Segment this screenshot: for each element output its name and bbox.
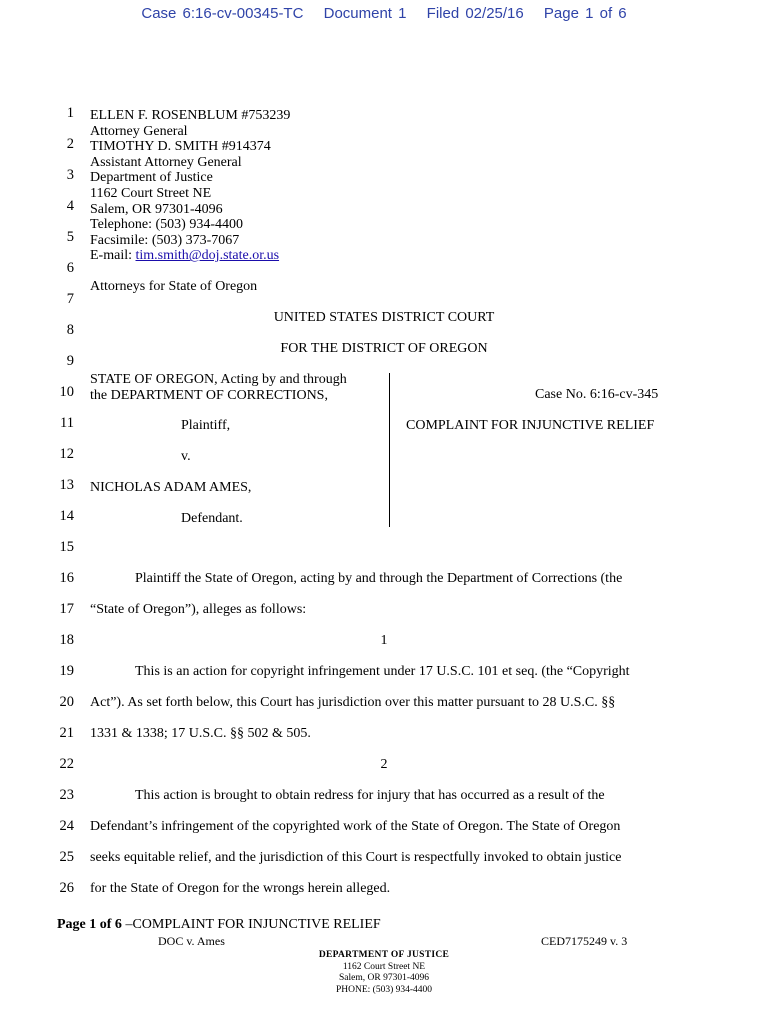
line-number: 25 [59, 849, 74, 865]
court-district: FOR THE DISTRICT OF OREGON [280, 341, 488, 356]
document-number-header: Document 1 [323, 5, 407, 22]
facsimile: Facsimile: (503) 373-7067 [90, 232, 240, 248]
paragraph-1-line-2: Act”). As set forth below, this Court has jurisdiction over this matter pursuant to 28 U.S.C. §§ [90, 695, 616, 710]
line-number: 15 [59, 539, 74, 555]
paragraph-2-line-4: for the State of Oregon for the wrongs herein alleged. [90, 881, 391, 896]
footer-doj-title: DEPARTMENT OF JUSTICE [318, 950, 450, 960]
email-line [90, 248, 290, 264]
footer-doj-address-1: 1162 Court Street NE [342, 962, 426, 972]
line-number: 18 [59, 632, 74, 648]
court-name: UNITED STATES DISTRICT COURT [273, 310, 495, 325]
case-number: Case No. 6:16-cv-345 [535, 387, 659, 402]
line-number: 11 [60, 415, 74, 431]
paragraph-1-line-3: 1331 & 1338; 17 U.S.C. §§ 502 & 505. [90, 726, 311, 741]
footer-doc-ref: CED7175249 v. 3 [541, 934, 628, 948]
street-address: 1162 Court Street NE [90, 185, 212, 201]
caption-divider [389, 373, 390, 527]
footer-title [57, 917, 381, 933]
intro-line-2: “State of Oregon”), alleges as follows: [90, 602, 307, 617]
intro-line-1: Plaintiff the State of Oregon, acting by and through the Department of Corrections (the [135, 571, 623, 586]
page-count-header: Page 1 of 6 [543, 5, 627, 22]
attorneys-for: Attorneys for State of Oregon [90, 279, 258, 294]
line-number: 23 [59, 787, 74, 803]
footer-document-title: –COMPLAINT FOR INJUNCTIVE RELIEF [121, 917, 381, 932]
paragraph-number-1: 1 [380, 633, 388, 648]
line-number: 21 [59, 725, 74, 741]
plaintiff-role: Plaintiff, [181, 418, 231, 433]
attorney-general-title: Attorney General [90, 123, 188, 139]
line-number: 10 [59, 384, 74, 400]
counsel-block [90, 108, 290, 264]
line-number: 13 [59, 477, 74, 493]
line-number: 12 [59, 446, 74, 462]
line-number: 17 [59, 601, 74, 617]
document-title: COMPLAINT FOR INJUNCTIVE RELIEF [406, 418, 655, 433]
plaintiff-name [90, 372, 347, 403]
line-number: 4 [66, 198, 74, 214]
paragraph-1-line-1: This is an action for copyright infringement under 17 U.S.C. 101 et seq. (the “Copyright [135, 664, 630, 679]
paragraph-2-line-1: This action is brought to obtain redress for injury that has occurred as a result of the [135, 788, 605, 803]
filed-date-header: Filed 02/25/16 [426, 5, 524, 22]
line-number: 22 [59, 756, 74, 772]
paragraph-number-2: 2 [380, 757, 388, 772]
assistant-attorney-name: TIMOTHY D. SMITH #914374 [90, 139, 271, 155]
department-name: Department of Justice [90, 170, 213, 186]
line-number: 6 [66, 260, 74, 276]
plaintiff-name-line-1: STATE OF OREGON, Acting by and through [90, 372, 347, 387]
line-number: 2 [66, 136, 74, 152]
email-link[interactable]: tim.smith@doj.state.or.us [135, 248, 280, 264]
plaintiff-name-line-2: the DEPARTMENT OF CORRECTIONS, [90, 387, 328, 403]
footer-page-label: Page 1 of 6 [57, 917, 122, 932]
line-number: 9 [66, 353, 74, 369]
footer-doj-phone: PHONE: (503) 934-4400 [335, 985, 433, 995]
line-number: 16 [59, 570, 74, 586]
line-number: 20 [59, 694, 74, 710]
footer-doj-address-2: Salem, OR 97301-4096 [339, 973, 429, 983]
ecf-header [0, 5, 768, 22]
assistant-attorney-title: Assistant Attorney General [90, 154, 242, 170]
paragraph-2-line-3: seeks equitable relief, and the jurisdiction of this Court is respectfully invoked to obtain justice [90, 850, 622, 865]
telephone: Telephone: (503) 934-4400 [90, 217, 243, 233]
line-number: 8 [66, 322, 74, 338]
line-number: 24 [59, 818, 74, 834]
line-number: 5 [66, 229, 74, 245]
paragraph-2-line-2: Defendant’s infringement of the copyrighted work of the State of Oregon. The State of Oregon [90, 819, 621, 834]
line-number: 14 [59, 508, 74, 524]
line-number: 19 [59, 663, 74, 679]
line-number: 1 [66, 105, 74, 121]
line-number: 7 [66, 291, 74, 307]
case-number-header: Case 6:16-cv-00345-TC [141, 5, 304, 22]
city-state-zip: Salem, OR 97301-4096 [90, 201, 223, 217]
defendant-name: NICHOLAS ADAM AMES, [90, 480, 252, 495]
line-number: 3 [66, 167, 74, 183]
defendant-role: Defendant. [181, 511, 243, 526]
versus: v. [181, 449, 191, 464]
line-number: 26 [59, 880, 74, 896]
attorney-general-name: ELLEN F. ROSENBLUM #753239 [90, 108, 291, 123]
footer-case-short: DOC v. Ames [158, 934, 225, 948]
email-label: E-mail: [90, 248, 136, 264]
